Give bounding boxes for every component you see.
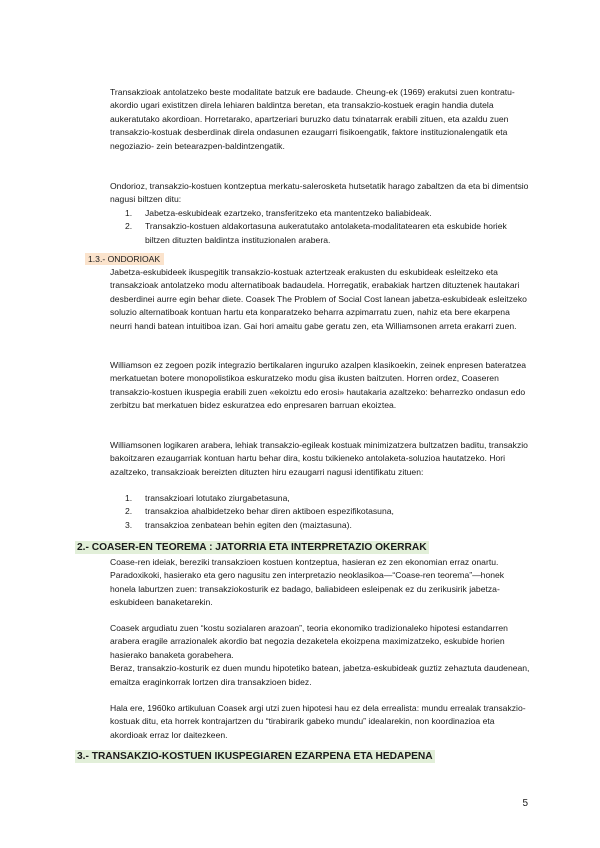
list-text: transakzioa zenbatean behin egiten den (maiztasuna). [145, 519, 352, 530]
list-number: 1. [125, 208, 133, 218]
paragraph-text: Transakzioak antolatzeko beste modalitate batzuk ere badaude. Cheung-ek (1969) erakutsi zuen kontratu-akordio ugari existitzen direla lehiaren baldintza beretan, eta transakzio-kostuek eragin handia dutela aukeratutako akordioan. Horretarako, apartzeriari buruzko datu txinatarrak erabili zituen, eta azaldu zuen transakzio-kostuak desberdinak direla ondasunen ezaugarri fisikoengatik, faktore instituzionalengatik eta negoziazio- zein betearazpen-baldintzengatik. [110, 87, 515, 151]
paragraph-text: Coase-ren ideiak, bereziki transakzioen kostuen kontzeptua, hasieran ez zen ekonomian erraz onartu. Paradoxikoki, hasierako eta gero nagusitu zen interpretazio neoklasikoa—“Coase-ren teorema”—honek honela laburtzen zuen: transakziokosturik ez badago, baliabideen esleipenak ez du zerikusirik jabetza-eskubideen banaketarekin. [110, 557, 505, 608]
list-dimensions [125, 207, 525, 247]
page-number: 5 [522, 798, 528, 809]
paragraph-text: Williamsonen logikaren arabera, lehiak transakzio-egileak kostuak minimizatzera bultzatzen baditu, transakzio bakoitzaren ezaugarriak kontuan hartu behar dira, kostu txikieneko antolaketa-soluzioa hautatzeko. Hori azaltzeko, transakzioak bereizten dituzten hiru ezaugarri nagusi identifikatu zituen: [110, 440, 528, 477]
paragraph-text: Beraz, transakzio-kosturik ez duen mundu hipotetiko batean, jabetza-eskubideak guztiz zehaztuta daudenean, emaitza eraginkorrak lortzen dira transakzioen bidez. [110, 663, 530, 687]
paragraph-property-rights [110, 266, 530, 333]
list-item [125, 519, 525, 532]
paragraph-williamson-logic [110, 439, 530, 479]
list-item [125, 207, 525, 220]
paragraph-coase-ideas [110, 556, 530, 610]
paragraph-text: Hala ere, 1960ko artikuluan Coasek argi utzi zuen hipotesi hau ez dela errealista: mundu errealak transakzio-kostuak ditu, eta horrek kontrajartzen du “tirabirarik gabeko mundu” idealarekin, non koordinazioa eta akordioak erraz lor daitezkeen. [110, 703, 526, 740]
paragraph-text: Jabetza-eskubideek ikuspegitik transakzio-kostuak aztertzeak erakusten du eskubideak esleitzeko eta transakzioak antolatzeko modu alternatiboak badaudela. Horregatik, erabakiak hartzen dituztenek hautakari desberdinei aurre egin behar diete. Coasek The Problem of Social Cost lanean jabetza-eskubideak esleitzeko soluzio alternatiboak kontuan hartu eta konparatzeko beharra azpimarratu zuen, nahiz eta bere ekarpena neurri handi batean intuitiboa izan. Gai hori amaitu gabe geratu zen, eta Williamsonen arreta erakarri zuen. [110, 267, 527, 331]
subheading-1-3: 1.3.- ONDORIOAK [85, 253, 164, 265]
paragraph-coase-argument [110, 622, 530, 689]
paragraph-modalities [110, 86, 530, 153]
list-item [125, 220, 525, 247]
paragraph-conclusion-intro [110, 180, 530, 207]
paragraph-williamson [110, 359, 530, 413]
list-number: 2. [125, 221, 133, 232]
list-text: transakzioari lotutako ziurgabetasuna, [145, 493, 290, 503]
list-text: transakzioa ahalbidetzeko behar diren aktiboen espezifikotasuna, [145, 506, 394, 517]
paragraph-text: Coasek argudiatu zuen “kostu sozialaren arazoan”, teoria ekonomiko tradizionaleko hipotesi estandarren arabera eragile arrazionalek akordio bat negozia dezaketela ekoizpena maximizatzeko, eskubide horien hasierako banaketa gorabehera. [110, 623, 508, 660]
list-text: Transakzio-kostuen aldakortasuna aukeratutako antolaketa-modalitatearen eta eskubide horiek biltzen dituzten baldintza instituzionalen arabera. [145, 221, 507, 245]
paragraph-text: Williamson ez zegoen pozik integrazio bertikalaren inguruko azalpen klasikoekin, zeinek enpresen bateratzea merkatuetan botere monopolistikoa eskuratzeko modu gisa ikusten baitzuten. Horren ordez, Coaseren transakzio-kostuen ikuspegia erabili zuen «ekoiztu edo erosi» hautakaria azaltzeko: beharrezko ondasun edo zerbitzu bat merkatuen bidez eskuratzea edo enpresaren barruan ekoiztea. [110, 360, 527, 411]
list-characteristics [125, 492, 525, 532]
paragraph-coase-1960 [110, 702, 530, 742]
section-heading-2: 2.- COASER-EN TEOREMA : JATORRIA ETA INTERPRETAZIO OKERRAK [77, 542, 427, 553]
paragraph-text: Ondorioz, transakzio-kostuen kontzeptua merkatu-salerosketa hutsetatik harago zabaltzen da eta bi dimentsio nagusi biltzen ditu: [110, 181, 529, 205]
list-number: 2. [125, 506, 133, 517]
list-number: 3. [125, 519, 133, 530]
list-text: Jabetza-eskubideak ezartzeko, transferitzeko eta mantentzeko baliabideak. [145, 208, 432, 218]
section-heading-3: 3.- TRANSAKZIO-KOSTUEN IKUSPEGIAREN EZARPENA ETA HEDAPENA [77, 751, 433, 762]
list-item [125, 505, 525, 518]
list-item [125, 492, 525, 505]
list-number: 1. [125, 493, 133, 503]
